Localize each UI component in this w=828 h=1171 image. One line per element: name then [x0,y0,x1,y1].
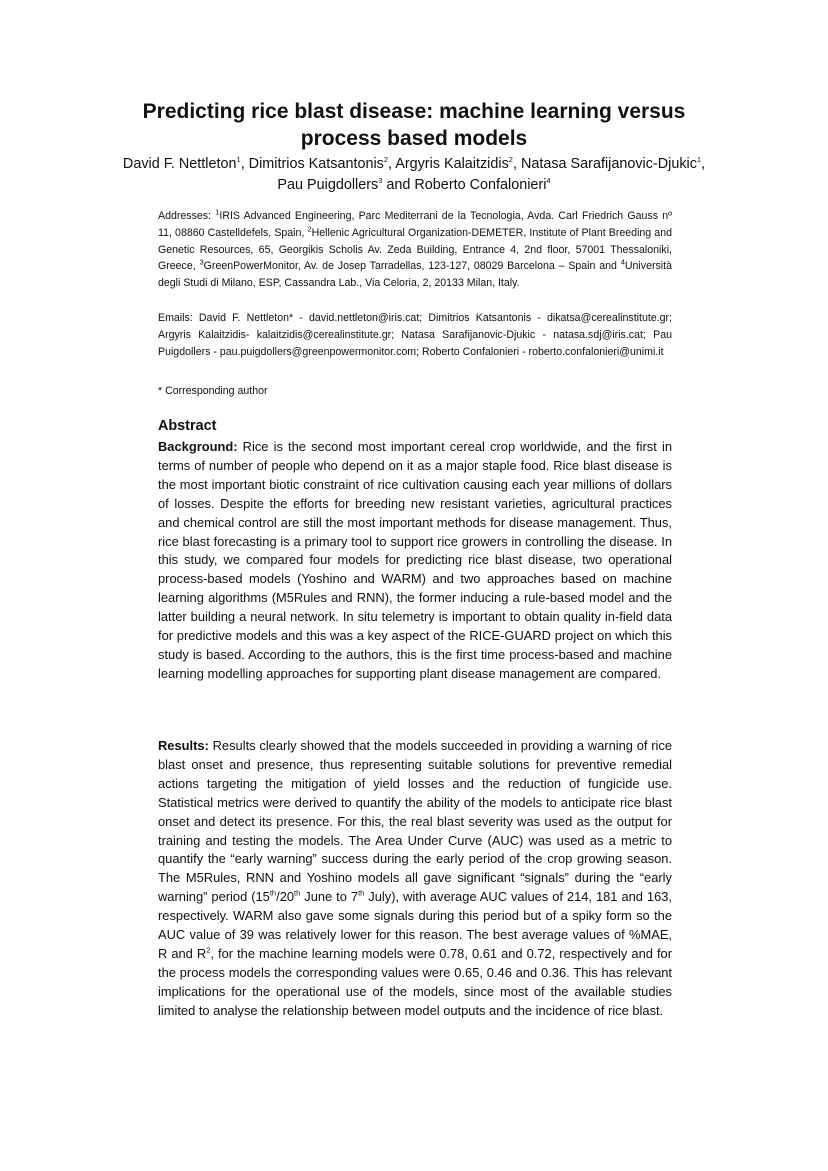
author-name: , Pau Puigdollers [277,156,706,193]
exponent: 2 [206,945,211,955]
affiliation-marker: 3 [378,176,383,186]
results-label: Results: [158,738,209,753]
results-text: , for the machine learning models were 0.78, 0.61 and 0.72, respectively and for the process models the corresponding values were 0.65, 0.46 and 0.36. This has relevant implications for the operational use of the models, since most of the available studies limited to analyse the relationship between model outputs and the incidence of rice blast. [158,945,672,1018]
background-label: Background: [158,439,238,454]
affiliation-text: IRIS Advanced Engineering, Parc Mediterrani de la Tecnologia, Avda. Carl Friedrich Gauss nº 11, 08860 Castelldefels, Spain, [158,210,672,239]
results-text: July), with average AUC values of 214, 181 and 163, respectively. WARM also gave some signals during this period but of a spiky form so the AUC value of 39 was relatively lower for this reason. The best average values of %MAE, R and R [158,889,673,961]
ordinal-suffix: th [294,888,301,898]
results-text: /20 [276,889,295,905]
affiliations-label: Addresses: [158,210,216,222]
author-name: , Dimitrios Katsantonis [240,156,384,172]
author-name: David F. Nettleton [122,156,237,172]
email-list: Emails: David F. Nettleton* - david.nettleton@iris.cat; Dimitrios Katsantonis - dikatsa@cerealinstitute.gr; Argyris Kalaitzidis- kalaitzidis@cerealinstitute.gr; Natasa Sarafijanovic-Djukic - natasa.sdj@iris.cat; Pau Puigdollers - pau.puigdollers@greenpowermonitor.com; Roberto Confalonieri - roberto.confalonieri@unimi.it [158,312,672,358]
abstract-background [158,438,672,684]
background-text: Rice is the second most important cereal crop worldwide, and the first in terms of number of people who depend on it as a major staple food. Rice blast disease is the most important biotic constraint of rice cultivation causing each year millions of dollars of losses. Despite the efforts for breeding new resistant varieties, agricultural practices and chemical control are still the most important methods for disease management. Thus, rice blast forecasting is a primary tool to support rice growers in controlling the disease. In this study, we compared four models for predicting rice blast disease, two operational process-based models (Yoshino and WARM) and two approaches based on machine learning algorithms (M5Rules and RNN), the former inducing a rule-based model and the latter building a neural network. In situ telemetry is important to obtain quality in-field data for predictive models and this was a key aspect of the RICE-GUARD project on which this study is based. According to the authors, this is the first time process-based and machine learning modelling approaches for supporting plant disease management are compared. [158,439,672,681]
affiliation-marker: 2 [307,224,312,234]
author-name: , Natasa Sarafijanovic-Djukic [512,156,697,172]
affiliation-text: Università degli Studi di Milano, ESP, Cassandra Lab., Via Celoria, 2, 20133 Milan, Italy. [158,260,672,290]
author-name: and Roberto Confalonieri [382,177,547,193]
affiliation-marker: 2 [383,155,389,165]
affiliation-marker: 2 [508,155,513,165]
affiliation-marker: 1 [696,155,702,165]
results-text: Results clearly showed that the models succeeded in providing a warning of rice blast onset and presence, thus representing suitable solutions for preventive remedial actions targeting the mitigation of yield losses and the reduction of fungicide use. Statistical metrics were derived to quantify the ability of the models to anticipate rice blast onset and detect its presence. For this, the real blast severity was used as the output for training and testing the models. The Area Under Curve (AUC) was used as a metric to quantify the “early warning” success during the early period of the crop growing season. The M5Rules, RNN and Yoshino models all gave significant “signals” during the “early warning” period (15 [158,738,672,905]
affiliation-marker: 1 [215,207,220,217]
corresponding-author-note: * Corresponding author [158,385,268,397]
ordinal-suffix: th [269,888,277,898]
affiliation-text: Hellenic Agricultural Organization-DEMETER, Institute of Plant Breeding and Genetic Resources, 65, Georgikis Scholis Av. Zeda Building, Entrance 4, 2nd floor, 57001 Thessaloniki, Greece, [158,226,672,273]
author-list [118,154,710,196]
abstract-results [158,737,672,1021]
affiliation-marker: 3 [199,257,204,267]
abstract-heading: Abstract [158,418,217,434]
affiliation-text: GreenPowerMonitor, Av. de Josep Tarradellas, 123-127, 08029 Barcelona – Spain and [203,260,621,273]
affiliations [158,208,672,292]
ordinal-suffix: th [358,888,365,898]
affiliation-marker: 4 [546,176,551,186]
affiliation-marker: 1 [236,155,241,165]
paper-title: Predicting rice blast disease: machine learning versus process based models [142,100,686,150]
author-name: , Argyris Kalaitzidis [388,156,509,172]
results-text: June to 7 [300,889,359,905]
affiliation-marker: 4 [620,257,625,267]
